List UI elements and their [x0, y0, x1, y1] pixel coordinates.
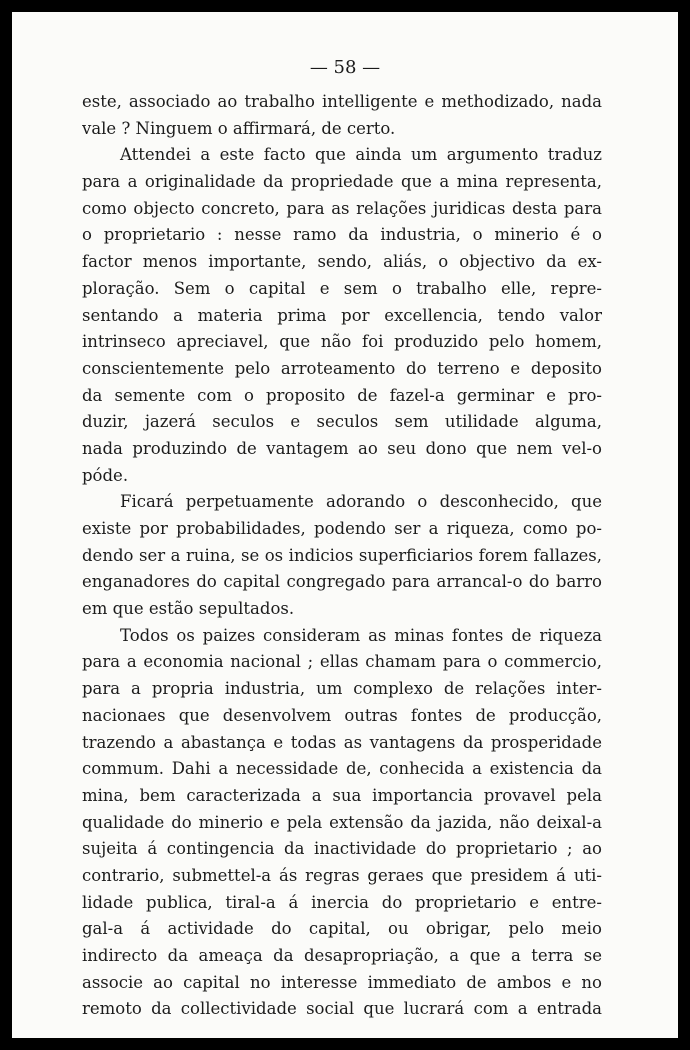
text-line: para a propria industria, um complexo de relações inter-	[82, 679, 602, 699]
text-line: nacionaes que desenvolvem outras fontes de producção,	[82, 705, 602, 725]
text-line: intrinseco apreciavel, que não foi produzido pelo homem,	[82, 332, 602, 352]
text-line: remoto da collectividade social que lucrará com a entrada	[82, 999, 602, 1019]
text-line: duzir, jazerá seculos e seculos sem utilidade alguma,	[82, 412, 602, 432]
text-line: nada produzindo de vantagem ao seu dono que nem vel-o	[82, 438, 602, 458]
text-line: associe ao capital no interesse immediato de ambos e no	[82, 972, 602, 992]
text-line: como objecto concreto, para as relações juridicas desta para	[82, 198, 602, 218]
text-line: Todos os paizes consideram as minas fontes de riqueza	[120, 625, 602, 645]
text-line: existe por probabilidades, podendo ser a riqueza, como po-	[82, 519, 602, 538]
text-line: contrario, submettel-a ás regras geraes que presidem á uti-	[82, 865, 602, 885]
text-line: vale ? Ninguem o affirmará, de certo.	[82, 118, 396, 138]
text-line: conscientemente pelo arroteamento do terreno e deposito	[82, 358, 602, 378]
text-line: indirecto da ameaça da desapropriação, a que a terra se	[82, 946, 602, 965]
text-line: dendo ser a ruina, se os indicios superficiarios forem fallazes,	[82, 545, 602, 565]
text-line: Attendei a este facto que ainda um argumento traduz	[120, 145, 602, 165]
text-line: para a economia nacional ; ellas chamam para o commercio,	[82, 652, 602, 672]
text-line: ploração. Sem o capital e sem o trabalho elle, repre-	[82, 278, 602, 298]
page-number: — 58 —	[309, 57, 381, 78]
body-text	[82, 89, 602, 1023]
text-line: Ficará perpetuamente adorando o desconhecido, que	[120, 492, 602, 512]
text-line: commum. Dahi a necessidade de, conhecida a existencia da	[82, 759, 602, 779]
text-line: sujeita á contingencia da inactividade do proprietario ; ao	[82, 839, 602, 859]
text-line: este, associado ao trabalho intelligente e methodizado, nada	[82, 92, 602, 111]
text-line: lidade publica, tiral-a á inercia do proprietario e entre-	[82, 892, 602, 912]
text-line: factor menos importante, sendo, aliás, o objectivo da ex-	[82, 252, 602, 272]
text-line: qualidade do minerio e pela extensão da jazida, não deixal-a	[82, 812, 602, 832]
text-line: póde.	[82, 465, 129, 485]
text-line: mina, bem caracterizada a sua importancia provavel pela	[82, 785, 602, 805]
text-line: sentando a materia prima por excellencia, tendo valor	[82, 305, 602, 325]
text-line: o proprietario : nesse ramo da industria, o minerio é o	[82, 225, 602, 245]
book-page	[12, 12, 678, 1038]
text-line: gal-a á actividade do capital, ou obrigar, pelo meio	[82, 919, 602, 939]
text-line: trazendo a abastança e todas as vantagens da prosperidade	[82, 732, 602, 752]
text-line: em que estão sepultados.	[82, 599, 295, 619]
text-line: da semente com o proposito de fazel-a germinar e pro-	[82, 385, 602, 405]
text-line: enganadores do capital congregado para arrancal-o do barro	[82, 572, 602, 592]
text-line: para a originalidade da propriedade que a mina representa,	[82, 172, 602, 192]
